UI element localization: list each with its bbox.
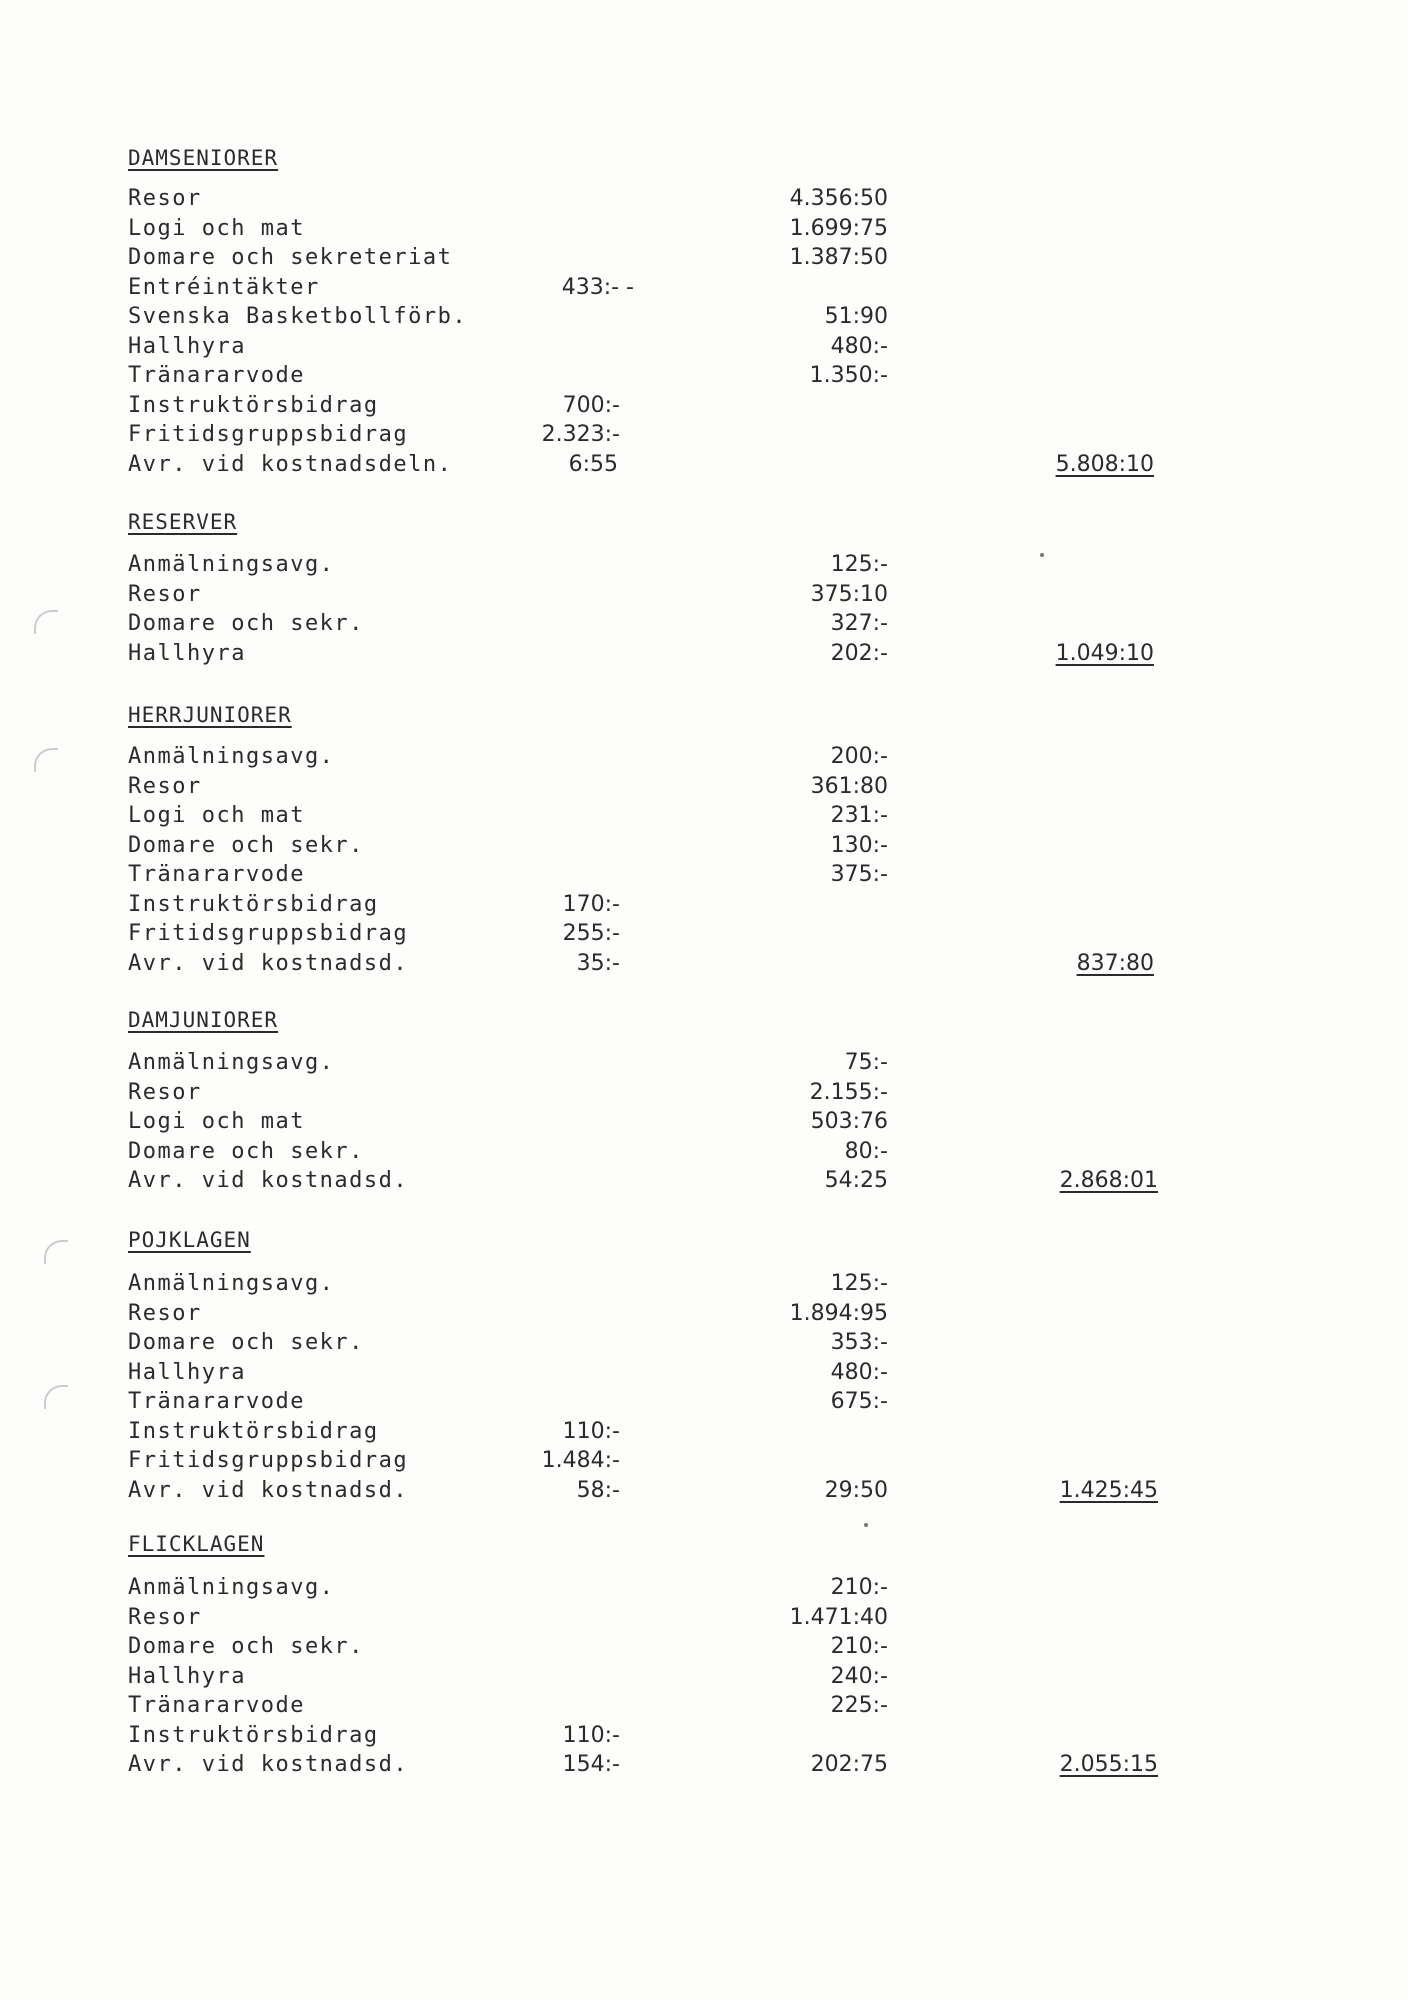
row-amount: 130:- [830, 832, 888, 858]
row-income: 35:- [576, 950, 620, 976]
section-heading: RESERVER [128, 510, 238, 534]
row-amount: 80:- [844, 1138, 888, 1164]
row-label: Domare och sekr. [128, 1330, 364, 1355]
table-row [0, 611, 1408, 640]
section-total: 837:80 [1076, 950, 1154, 976]
row-label: Anmälningsavg. [128, 1575, 335, 1600]
row-amount: 202:75 [810, 1752, 888, 1777]
row-amount: 29:50 [824, 1477, 888, 1503]
table-row [0, 803, 1408, 832]
table-row [0, 1109, 1408, 1138]
row-amount: 225:- [830, 1693, 888, 1718]
row-label: Domare och sekr. [128, 1138, 364, 1164]
table-row [0, 1389, 1408, 1418]
row-amount: 327:- [830, 611, 888, 636]
row-amount: 51:90 [824, 304, 888, 329]
table-row [0, 1360, 1408, 1389]
table-row [0, 921, 1408, 950]
table-row [0, 452, 1408, 481]
table-row [0, 1139, 1408, 1168]
table-row [0, 1330, 1408, 1359]
row-income: 2.323:- [541, 422, 620, 447]
table-row [0, 552, 1408, 581]
row-amount: 480:- [830, 1359, 888, 1385]
row-label: Svenska Basketbollförb. [128, 304, 468, 329]
row-amount: 1.350:- [809, 363, 888, 388]
row-label: Domare och sekr. [128, 832, 364, 858]
row-amount: 231:- [830, 803, 888, 828]
row-label: Hallhyra [128, 640, 246, 666]
row-amount: 54:25 [824, 1168, 888, 1193]
section-total: 1.425:45 [1059, 1477, 1158, 1503]
table-row [0, 334, 1408, 363]
table-row [0, 892, 1408, 921]
row-income: 110:- [562, 1722, 620, 1748]
row-label: Resor [128, 186, 202, 211]
section-total: 1.049:10 [1055, 640, 1154, 666]
row-amount: 2.155:- [809, 1079, 888, 1105]
section-heading: POJKLAGEN [128, 1228, 251, 1252]
row-label: Tränararvode [128, 1389, 305, 1414]
row-label: Logi och mat [128, 1109, 305, 1134]
row-label: Resor [128, 1604, 202, 1630]
section-heading: DAMSENIORER [128, 146, 279, 170]
table-row [0, 1271, 1408, 1300]
row-label: Anmälningsavg. [128, 744, 335, 769]
table-row [0, 582, 1408, 611]
row-amount: 1.387:50 [789, 245, 888, 270]
row-label: Instruktörsbidrag [128, 1418, 379, 1444]
row-amount: 675:- [830, 1389, 888, 1414]
row-income: 170:- [562, 891, 620, 917]
table-row [0, 1723, 1408, 1752]
row-label: Hallhyra [128, 1663, 246, 1689]
row-label: Resor [128, 581, 202, 607]
row-income: 154:- [562, 1752, 620, 1777]
scan-speck [864, 1523, 868, 1527]
table-row [0, 304, 1408, 333]
row-label: Avr. vid kostnadsdeln. [128, 451, 453, 477]
row-label: Logi och mat [128, 215, 305, 241]
table-row [0, 833, 1408, 862]
table-row [0, 862, 1408, 891]
table-row [0, 951, 1408, 980]
table-row [0, 186, 1408, 215]
row-label: Instruktörsbidrag [128, 392, 379, 418]
row-income: 255:- [562, 921, 620, 946]
row-amount: 75:- [844, 1050, 888, 1075]
row-amount: 1.471:40 [789, 1604, 888, 1630]
table-row [0, 774, 1408, 803]
row-label: Instruktörsbidrag [128, 1722, 379, 1748]
table-row [0, 1168, 1408, 1197]
row-amount: 125:- [830, 1271, 888, 1296]
row-amount: 1.699:75 [789, 215, 888, 241]
section-heading: DAMJUNIORER [128, 1008, 279, 1032]
row-label: Avr. vid kostnadsd. [128, 1168, 409, 1193]
row-label: Avr. vid kostnadsd. [128, 1752, 409, 1777]
table-row [0, 1419, 1408, 1448]
table-row [0, 1080, 1408, 1109]
row-income: 110:- [562, 1418, 620, 1444]
row-label: Resor [128, 773, 202, 799]
table-row [0, 275, 1408, 304]
table-row [0, 1448, 1408, 1477]
row-label: Tränararvode [128, 862, 305, 887]
table-row [0, 393, 1408, 422]
scan-mark [44, 1240, 68, 1264]
row-income: 58:- [576, 1477, 620, 1503]
row-amount: 202:- [830, 640, 888, 666]
row-label: Anmälningsavg. [128, 1271, 335, 1296]
row-label: Anmälningsavg. [128, 1050, 335, 1075]
row-label: Fritidsgruppsbidrag [128, 1448, 409, 1473]
table-row [0, 245, 1408, 274]
row-income: 1.484:- [541, 1448, 620, 1473]
row-amount: 210:- [830, 1575, 888, 1600]
row-amount: 375:10 [810, 581, 888, 607]
row-label: Resor [128, 1300, 202, 1326]
row-amount: 361:80 [810, 773, 888, 799]
row-amount: 4.356:50 [789, 186, 888, 211]
table-row [0, 422, 1408, 451]
table-row [0, 1752, 1408, 1781]
section-heading: HERRJUNIORER [128, 703, 292, 727]
row-label: Hallhyra [128, 1359, 246, 1385]
table-row [0, 744, 1408, 773]
row-income: 700:- [562, 392, 620, 418]
row-amount: 1.894:95 [789, 1300, 888, 1326]
row-amount: 353:- [830, 1330, 888, 1355]
row-income: 433:- - [561, 274, 634, 300]
row-amount: 240:- [830, 1663, 888, 1689]
table-row [0, 1301, 1408, 1330]
row-label: Entréintäkter [128, 274, 320, 300]
section-total: 2.055:15 [1059, 1752, 1158, 1777]
row-label: Anmälningsavg. [128, 552, 335, 577]
row-label: Domare och sekr. [128, 1634, 364, 1659]
row-amount: 375:- [830, 862, 888, 887]
row-label: Resor [128, 1079, 202, 1105]
row-label: Logi och mat [128, 803, 305, 828]
table-row [0, 641, 1408, 670]
row-amount: 125:- [830, 552, 888, 577]
table-row [0, 216, 1408, 245]
row-amount: 480:- [830, 333, 888, 359]
table-row [0, 1478, 1408, 1507]
row-amount: 503:76 [810, 1109, 888, 1134]
table-row [0, 1693, 1408, 1722]
section-total: 5.808:10 [1055, 451, 1154, 477]
row-amount: 200:- [830, 744, 888, 769]
row-label: Avr. vid kostnadsd. [128, 1477, 409, 1503]
row-label: Hallhyra [128, 333, 246, 359]
section-total: 2.868:01 [1059, 1168, 1158, 1193]
row-label: Fritidsgruppsbidrag [128, 422, 409, 447]
table-row [0, 363, 1408, 392]
row-label: Tränararvode [128, 363, 305, 388]
row-amount: 210:- [830, 1634, 888, 1659]
table-row [0, 1050, 1408, 1079]
table-row [0, 1634, 1408, 1663]
row-label: Domare och sekr. [128, 611, 364, 636]
table-row [0, 1575, 1408, 1604]
row-label: Domare och sekreteriat [128, 245, 453, 270]
table-row [0, 1664, 1408, 1693]
row-label: Fritidsgruppsbidrag [128, 921, 409, 946]
row-label: Tränararvode [128, 1693, 305, 1718]
table-row [0, 1605, 1408, 1634]
row-income: 6:55 [568, 451, 618, 477]
row-label: Instruktörsbidrag [128, 891, 379, 917]
row-label: Avr. vid kostnadsd. [128, 950, 409, 976]
section-heading: FLICKLAGEN [128, 1532, 265, 1556]
